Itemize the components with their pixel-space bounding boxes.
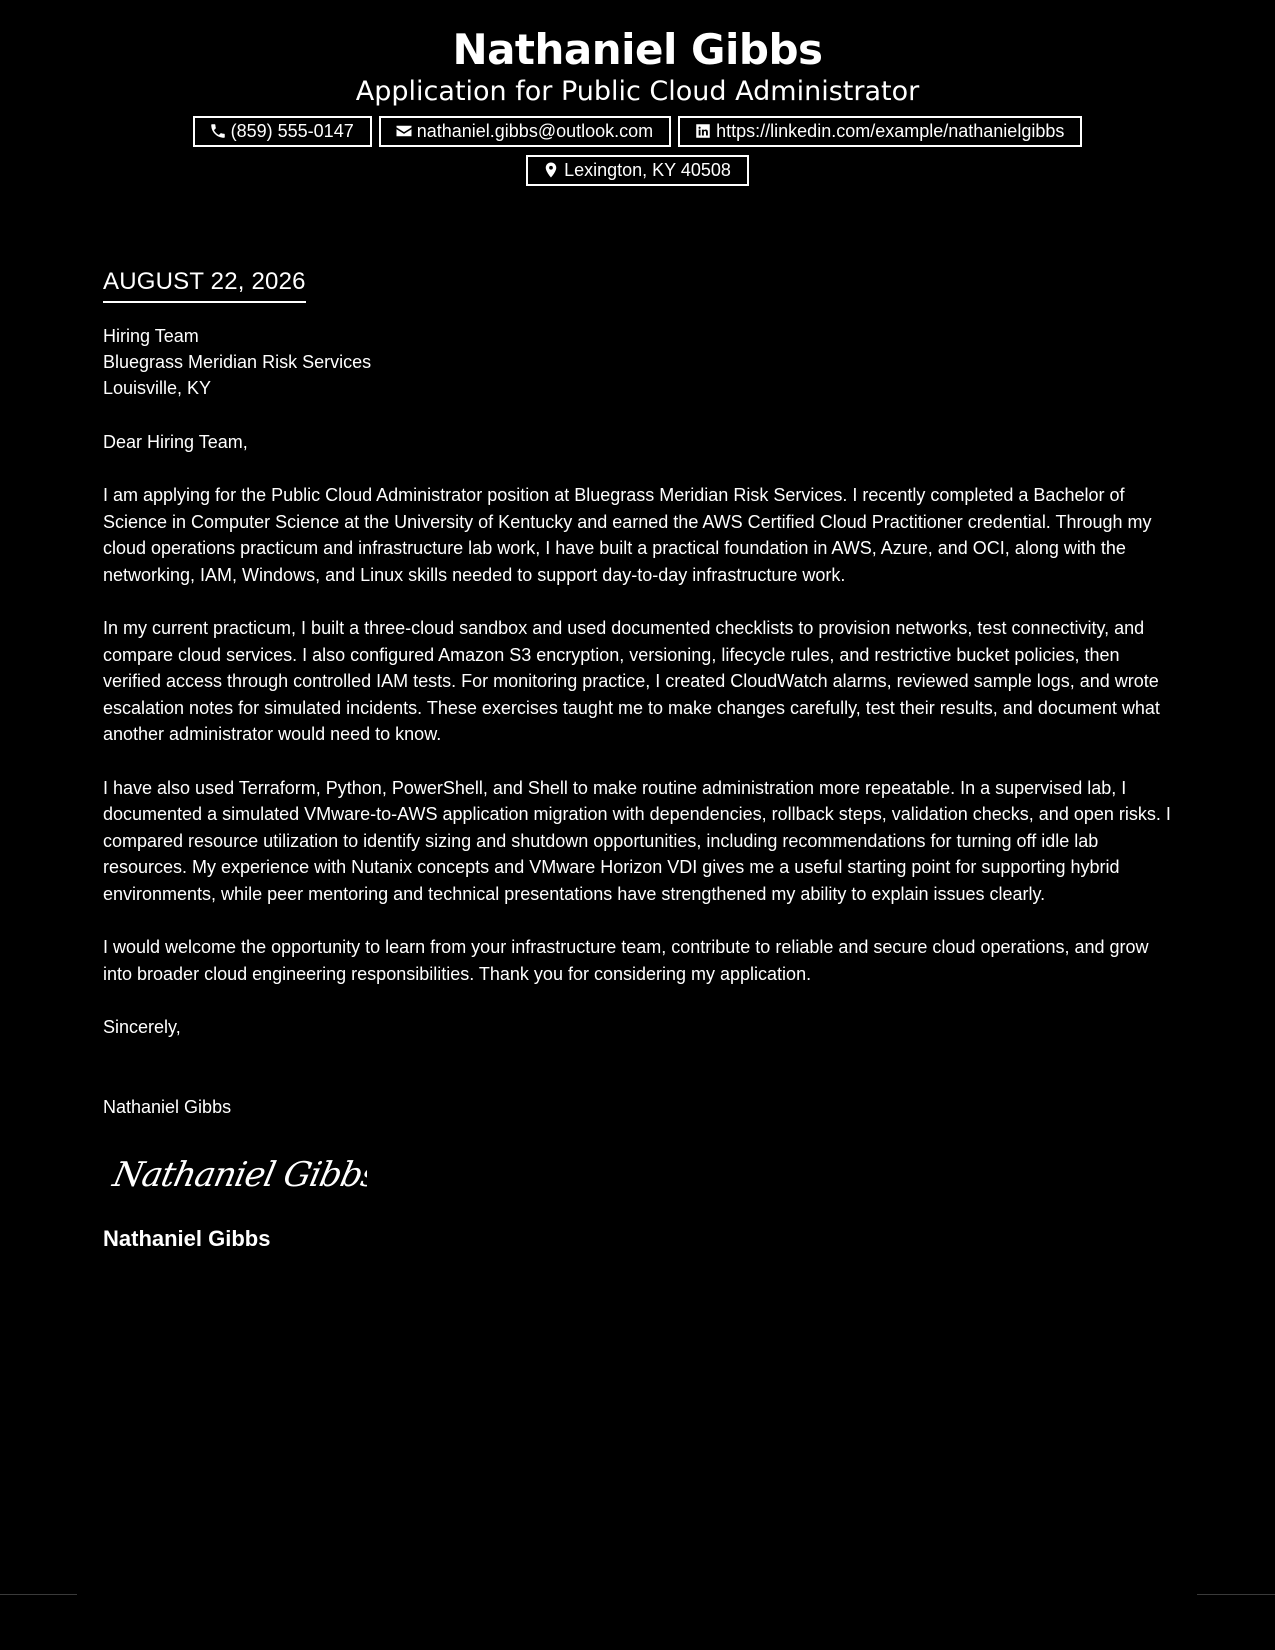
recipient-line: Hiring Team (103, 326, 199, 346)
phone-text: (859) 555-0147 (230, 121, 354, 141)
page-edge-divider (0, 1594, 77, 1595)
letter-date: AUGUST 22, 2026 (103, 265, 306, 303)
applicant-name: Nathaniel Gibbs (452, 25, 823, 74)
phone-chip[interactable] (193, 116, 372, 147)
handwritten-signature (107, 1150, 367, 1200)
letter-header (0, 0, 1275, 186)
salutation: Dear Hiring Team, (103, 432, 248, 452)
location-chip[interactable] (526, 155, 749, 186)
closing: Sincerely, (103, 1017, 181, 1037)
contact-bar (88, 116, 1188, 186)
linkedin-chip[interactable] (678, 116, 1082, 147)
envelope-icon (395, 122, 413, 140)
map-pin-icon (542, 161, 560, 179)
linkedin-text: https://linkedin.com/example/nathanielgibbs (716, 121, 1065, 141)
body-paragraph: In my current practicum, I built a three-cloud sandbox and used documented checklists to provision networks, test connectivity, and compare cloud services. I also configured Amazon S3 encryption, versioning, lifecycle rules, and restrictive bucket policies, then verified access through controlled IAM tests. For monitoring practice, I created CloudWatch alarms, reviewed sample logs, and wrote escalation notes for simulated incidents. These exercises taught me to make changes carefully, test their results, and document what another administrator would need to know. (103, 618, 1160, 744)
application-subtitle: Application for Public Cloud Administrator (355, 76, 920, 107)
recipient-address (103, 323, 1180, 401)
phone-icon (209, 122, 227, 140)
email-chip[interactable] (379, 116, 671, 147)
body-paragraph: I would welcome the opportunity to learn from your infrastructure team, contribute to reliable and secure cloud operations, and grow into broader cloud engineering responsibilities. Thank you for considering my application. (103, 937, 1149, 984)
linkedin-icon (694, 122, 712, 140)
signature-glyphs: Nathaniel Gibbs (109, 1155, 367, 1195)
page-edge-divider (1197, 1594, 1275, 1595)
letter-body (103, 482, 1180, 987)
typed-name: Nathaniel Gibbs (103, 1097, 232, 1117)
body-paragraph: I am applying for the Public Cloud Administrator position at Bluegrass Meridian Risk Services. I recently completed a Bachelor of Science in Computer Science at the University of Kentucky and earned the AWS Certified Cloud Practitioner credential. Through my cloud operations practicum and infrastructure lab work, I have built a practical foundation in AWS, Azure, and OCI, along with the networking, IAM, Windows, and Linux skills needed to support day-to-day infrastructure work. (103, 485, 1152, 585)
recipient-company: Bluegrass Meridian Risk Services (103, 352, 372, 372)
recipient-location: Louisville, KY (103, 378, 212, 398)
letter-content (103, 265, 1180, 1253)
body-paragraph: I have also used Terraform, Python, PowerShell, and Shell to make routine administration more repeatable. In a supervised lab, I documented a simulated VMware-to-AWS application migration with dependencies, rollback steps, validation checks, and open risks. I compared resource utilization to identify sizing and shutdown opportunities, including recommendations for turning off idle lab resources. My experience with Nutanix concepts and VMware Horizon VDI gives me a useful starting point for supporting hybrid environments, while peer mentoring and technical presentations have strengthened my ability to explain issues clearly. (103, 777, 1171, 904)
email-text: nathaniel.gibbs@outlook.com (416, 121, 654, 141)
location-text: Lexington, KY 40508 (564, 160, 731, 180)
footer-name: Nathaniel Gibbs (103, 1226, 271, 1251)
